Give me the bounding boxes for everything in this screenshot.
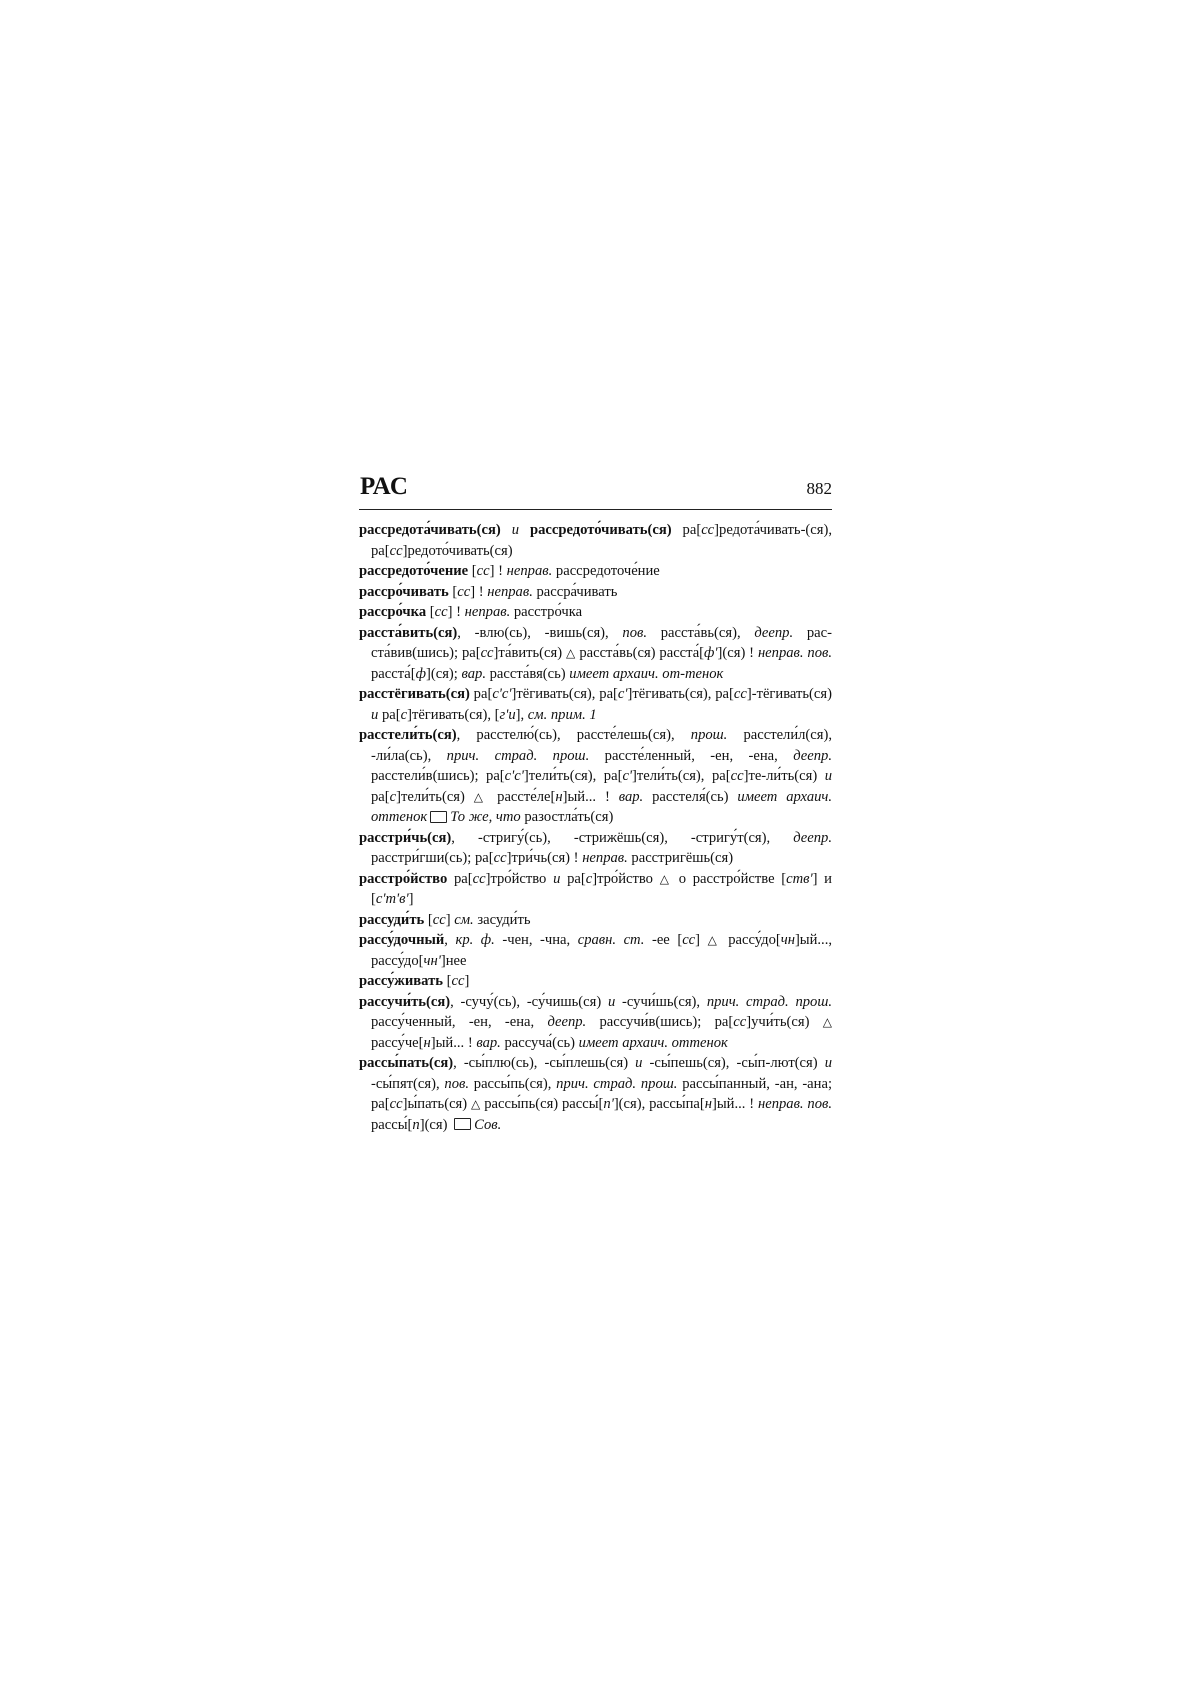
- entry-text: ] !: [447, 604, 465, 620]
- grammatical-note: н: [555, 788, 563, 805]
- grammatical-note: и: [371, 706, 379, 723]
- dictionary-entry: [359, 869, 832, 910]
- entry-text: [: [442, 973, 452, 989]
- dictionary-entry: [359, 602, 832, 623]
- grammatical-note: сс: [476, 563, 490, 579]
- grammatical-note: с'т'в': [375, 891, 409, 907]
- entry-text: рассу́до[: [720, 932, 781, 948]
- entry-text: расста́вь(ся),: [647, 624, 755, 641]
- grammatical-note: сс: [733, 1014, 747, 1030]
- entry-text: ]тёгивать(ся), ра[: [511, 686, 618, 702]
- entry-text: , -влю(сь), -вишь(ся),: [457, 624, 623, 641]
- entry-text: -сы́пят(ся),: [371, 1075, 445, 1092]
- entry-text: [: [426, 604, 435, 620]
- triangle-icon: △: [707, 933, 721, 947]
- entry-text: рассу́ченный, -ен, -ена,: [371, 1014, 548, 1030]
- entry-text: ]редота́чивать-(ся), ра[: [371, 522, 832, 559]
- entry-text: рассуча́(сь): [500, 1034, 579, 1051]
- grammatical-note: пов.: [444, 1075, 469, 1092]
- grammatical-note: ф': [704, 645, 718, 661]
- grammatical-note: Сов.: [474, 1116, 502, 1133]
- grammatical-note: имеет архаич. от-тенок: [569, 665, 724, 682]
- page-content: [359, 475, 832, 1135]
- grammatical-note: неправ. пов.: [757, 1096, 832, 1112]
- dictionary-entry: [359, 828, 832, 869]
- headword: расстри́чь(ся): [359, 829, 452, 846]
- grammatical-note: сс: [733, 686, 747, 702]
- entry-text: ]три́чь(ся) !: [506, 850, 583, 866]
- grammatical-note: и: [824, 1055, 832, 1071]
- entry-text: ра[: [378, 706, 401, 723]
- entry-text: ]: [445, 911, 455, 928]
- entry-text: ](ся);: [426, 665, 462, 682]
- grammatical-note: прич. страд. прош.: [446, 747, 590, 764]
- grammatical-note: н: [704, 1096, 713, 1112]
- entry-text: ]: [464, 973, 470, 989]
- entry-text: рассра́чивать: [532, 583, 618, 600]
- page-header: [359, 475, 832, 510]
- dictionary-entry: [359, 582, 832, 603]
- grammatical-note: н: [423, 1034, 431, 1051]
- grammatical-note: сс: [701, 522, 715, 538]
- entry-text: ]те-ли́ть(ся): [743, 768, 825, 784]
- entry-text: ]та́вить(ся): [493, 645, 566, 661]
- grammatical-note: сравн. ст.: [577, 932, 645, 948]
- dictionary-entry: [359, 725, 832, 828]
- entry-text: расста́[: [371, 665, 416, 682]
- dictionary-entry: [359, 930, 832, 971]
- grammatical-note: неправ.: [506, 563, 553, 579]
- grammatical-note: см. прим. 1: [527, 706, 597, 723]
- grammatical-note: пов.: [622, 624, 647, 641]
- triangle-icon: △: [470, 1097, 481, 1111]
- entry-text: расстели́л(ся), -ли́ла(сь),: [371, 727, 832, 764]
- entry-text: ]тели́ть(ся), ра[: [523, 768, 623, 784]
- entry-text: ]редото́чивать(ся): [402, 542, 513, 559]
- grammatical-note: с'с': [492, 686, 512, 702]
- grammatical-note: сс: [451, 973, 465, 989]
- entry-text: рассы́пь(ся) рассы́[: [480, 1096, 604, 1112]
- grammatical-note: имеет архаич. оттенок: [371, 788, 833, 825]
- entry-text: ]учи́ть(ся): [746, 1014, 823, 1030]
- grammatical-note: и: [607, 993, 616, 1010]
- entry-text: расстеля́(сь): [643, 788, 738, 805]
- entry-text: ]: [408, 891, 414, 907]
- grammatical-note: сс: [493, 850, 507, 866]
- page-number: 882: [806, 479, 832, 498]
- entry-text: засуди́ть: [473, 911, 531, 928]
- triangle-icon: △: [565, 646, 576, 660]
- grammatical-note: неправ.: [487, 583, 533, 600]
- triangle-icon: △: [822, 1015, 832, 1029]
- entry-text: -чен, -чна,: [494, 932, 578, 948]
- grammatical-note: сс: [472, 870, 486, 887]
- grammatical-note: с'с': [504, 768, 524, 784]
- grammatical-note: деепр.: [793, 747, 832, 764]
- entry-text: о расстро́йстве [: [672, 870, 787, 887]
- grammatical-note: прич. страд. прош.: [556, 1075, 678, 1092]
- entry-text: ]-тёгивать(ся): [746, 686, 832, 702]
- grammatical-note: вар.: [476, 1034, 501, 1051]
- headword: рассы́пать(ся): [359, 1055, 454, 1071]
- entry-text: ]тели́ть(ся): [396, 788, 474, 805]
- grammatical-note: деепр.: [793, 829, 832, 846]
- entry-text: ра[: [447, 870, 473, 887]
- book-icon: [454, 1118, 471, 1130]
- grammatical-note: п': [603, 1096, 614, 1112]
- entry-text: рассы́панный, -ан, -ана; ра[: [371, 1075, 833, 1112]
- entry-text: ра[: [371, 788, 390, 805]
- entry-text: [: [448, 583, 458, 600]
- grammatical-note: и: [635, 1055, 643, 1071]
- dictionary-entry: [359, 561, 832, 582]
- headword: рассу́дочный: [359, 932, 445, 948]
- grammatical-note: сс: [730, 768, 744, 784]
- entry-text: ]ый... !: [712, 1096, 758, 1112]
- entry-text: расста́вя(сь): [485, 665, 570, 682]
- headword: рассро́чка: [359, 604, 427, 620]
- grammatical-note: деепр.: [547, 1014, 587, 1030]
- entry-text: рассредоточе́ние: [552, 563, 660, 579]
- grammatical-note: кр. ф.: [455, 932, 495, 948]
- headword: рассучи́ть(ся): [359, 993, 451, 1010]
- entry-text: ]тёгивать(ся), [: [407, 706, 500, 723]
- entry-text: ра[: [469, 686, 493, 702]
- dictionary-entry: [359, 623, 832, 685]
- entry-text: расстригёшь(ся): [627, 850, 734, 866]
- entry-text: рассы́[: [371, 1116, 413, 1133]
- grammatical-note: ств': [786, 870, 813, 887]
- headword: рассредото́чение: [359, 563, 469, 579]
- entry-text: расстели́в(шись); ра[: [371, 768, 505, 784]
- entry-text: рас-ста́вив(шись); ра[: [371, 624, 832, 661]
- entry-text: ]: [695, 932, 708, 948]
- grammatical-note: имеет архаич. оттенок: [578, 1034, 728, 1051]
- entry-text: рассы́пь(ся),: [468, 1075, 557, 1092]
- grammatical-note: сс: [389, 542, 403, 559]
- entry-text: ]ый... !: [562, 788, 619, 805]
- entry-text: , расстелю́(сь), рассте́лешь(ся),: [456, 727, 691, 743]
- dictionary-entry: [359, 520, 832, 561]
- book-icon: [430, 811, 447, 823]
- headword: рассредото́чивать(ся): [530, 522, 672, 538]
- entry-text: расстри́гши(сь); ра[: [371, 850, 494, 866]
- grammatical-note: с': [622, 768, 633, 784]
- grammatical-note: То же, что: [450, 809, 521, 825]
- entry-text: ] !: [470, 583, 488, 600]
- grammatical-note: сс: [480, 645, 494, 661]
- headword: рассу́живать: [359, 973, 443, 989]
- entry-text: -сучи́шь(ся),: [615, 993, 707, 1010]
- grammatical-note: неправ. пов.: [757, 645, 832, 661]
- entry-text: -ее [: [644, 932, 683, 948]
- entry-text: ра[: [671, 522, 702, 538]
- grammatical-note: чн: [780, 932, 795, 948]
- entry-text: ] и [: [371, 870, 832, 907]
- grammatical-note: с: [400, 706, 408, 723]
- entry-text: ]ы́пать(ся): [402, 1096, 471, 1112]
- entry-text: ]тёгивать(ся), ра[: [627, 686, 734, 702]
- triangle-icon: △: [659, 871, 672, 886]
- entry-text: рассучи́в(шись); ра[: [586, 1014, 734, 1030]
- dictionary-entry: [359, 992, 832, 1054]
- entry-text: рассте́ленный, -ен, -ена,: [589, 747, 794, 764]
- entry-text: , -стригу́(сь), -стрижёшь(ся), -стригу́т(ся),: [451, 829, 794, 846]
- entry-text: расста́вь(ся) расста́[: [575, 645, 705, 661]
- grammatical-note: сс: [457, 583, 471, 600]
- entry-text: ]тро́йство: [485, 870, 554, 887]
- entry-text: ],: [515, 706, 528, 723]
- grammatical-note: прош.: [690, 727, 728, 743]
- dictionary-entry: [359, 910, 832, 931]
- entry-text: ]тро́йство: [592, 870, 660, 887]
- grammatical-note: с: [585, 870, 593, 887]
- entry-text: ]ый..., рассу́до[: [371, 932, 833, 969]
- triangle-icon: △: [473, 789, 489, 804]
- running-head: РАС: [360, 473, 409, 500]
- entry-text: , -сы́плю(сь), -сы́плешь(ся): [453, 1055, 636, 1071]
- entry-text: ]нее: [440, 952, 467, 969]
- grammatical-note: вар.: [618, 788, 644, 805]
- grammatical-note: деепр.: [754, 624, 794, 641]
- dictionary-entry: [359, 684, 832, 725]
- entry-text: [: [468, 563, 477, 579]
- dictionary-entries: [359, 520, 832, 1135]
- grammatical-note: ф: [415, 665, 426, 682]
- grammatical-note: и: [824, 768, 833, 784]
- entry-text: ]ый... !: [430, 1034, 477, 1051]
- entry-text: ] !: [489, 563, 507, 579]
- headword: расстели́ть(ся): [359, 727, 457, 743]
- headword: рассро́чивать: [359, 583, 449, 600]
- entry-text: ,: [444, 932, 456, 948]
- entry-text: ра[: [560, 870, 586, 887]
- grammatical-note: неправ.: [464, 604, 511, 620]
- entry-text: ]тели́ть(ся), ра[: [632, 768, 731, 784]
- entry-text: рассу́че[: [371, 1034, 424, 1051]
- entry-text: , -сучу́(сь), -су́чишь(ся): [450, 993, 608, 1010]
- headword: расста́вить(ся): [359, 624, 458, 641]
- entry-text: расстро́чка: [510, 604, 583, 620]
- grammatical-note: с': [617, 686, 628, 702]
- headword: рассуди́ть: [359, 911, 425, 928]
- dictionary-entry: [359, 1053, 832, 1135]
- grammatical-note: сс: [682, 932, 696, 948]
- grammatical-note: сс: [432, 911, 446, 928]
- grammatical-note: неправ.: [582, 850, 628, 866]
- entry-text: рассте́ле[: [488, 788, 556, 805]
- grammatical-note: и: [500, 522, 530, 538]
- entry-text: ](ся): [419, 1116, 452, 1133]
- grammatical-note: прич. страд. прош.: [706, 993, 833, 1010]
- entry-text: разостла́ть(ся): [520, 809, 614, 825]
- grammatical-note: сс: [389, 1096, 403, 1112]
- grammatical-note: п: [412, 1116, 420, 1133]
- entry-text: ](ся) !: [717, 645, 758, 661]
- entry-text: [: [424, 911, 433, 928]
- dictionary-entry: [359, 971, 832, 992]
- headword: расстёгивать(ся): [359, 686, 470, 702]
- entry-text: ](ся), рассы́па[: [613, 1096, 705, 1112]
- grammatical-note: сс: [434, 604, 448, 620]
- headword: рассредота́чивать(ся): [359, 522, 501, 538]
- grammatical-note: вар.: [461, 665, 486, 682]
- headword: расстро́йство: [359, 870, 448, 887]
- grammatical-note: г'и: [499, 706, 516, 723]
- grammatical-note: с: [389, 788, 397, 805]
- grammatical-note: и: [553, 870, 561, 887]
- grammatical-note: чн': [423, 952, 441, 969]
- grammatical-note: см.: [454, 911, 474, 928]
- entry-text: -сы́пешь(ся), -сы́п-лют(ся): [642, 1055, 825, 1071]
